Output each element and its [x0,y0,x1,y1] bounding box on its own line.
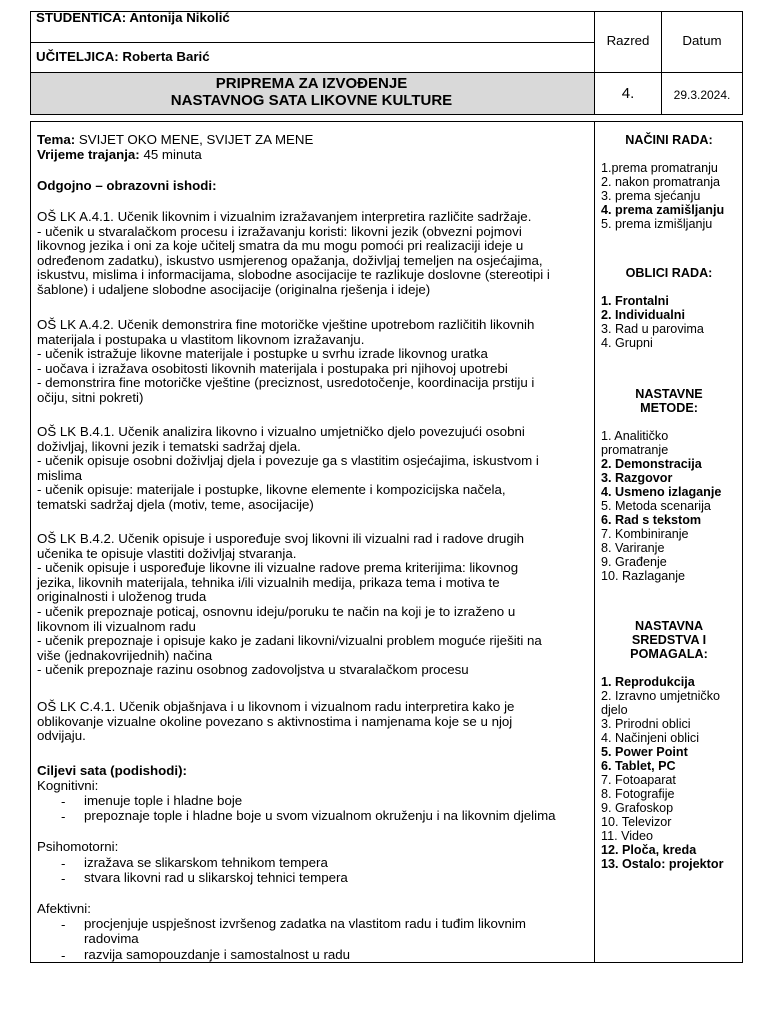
aid-item: 9. Grafoskop [601,801,674,815]
outcome-b42 [37,532,585,678]
outcome-line: - učenik prepoznaje poticaj, osnovnu ideju/poruku te način na koji je to izraženo u [37,603,516,619]
affective-goal: radovima [84,931,139,946]
heading-line: SREDSTVA I [631,633,707,647]
aids-heading [596,619,742,661]
outcome-a41 [37,210,585,298]
aid-item: djelo [601,703,628,717]
outcome-line: doživljaj, likovni jezik i tematski sadržaj djela. [37,438,301,454]
outcome-line: mislima [37,467,83,483]
aid-item: 11. Video [601,829,654,843]
aid-item: 13. Ostalo: projektor [601,857,724,871]
outcome-line: OŠ LK B.4.2. Učenik opisuje i uspoređuje svoj likovni ili vizualni rad i radove drugih [37,531,525,546]
outcome-line: - učenik prepoznaje razinu osobnog zadovoljstva u stvaralačkom procesu [37,662,469,678]
bullet-dash: - [61,917,66,932]
teaching-item: 7. Kombiniranje [601,527,689,541]
form-item: 1. Frontalni [601,294,669,308]
teaching-item: 5. Metoda scenarija [601,499,711,513]
outcome-line: očiju, sitni pokreti) [37,389,144,405]
teaching-item: 8. Variranje [601,541,665,555]
heading-line: NASTAVNA [634,619,704,633]
outcome-a42 [37,318,585,406]
teaching-methods-list [601,429,737,583]
page-title-line-2: NASTAVNOG SATA LIKOVNE KULTURE [170,92,453,109]
theme-value: SVIJET OKO MENE, SVIJET ZA MENE [78,132,314,147]
aid-item: 8. Fotografije [601,787,675,801]
page-title-line-1: PRIPREMA ZA IZVOĐENJE [215,75,408,92]
date-label: Datum [682,33,722,48]
outcome-line: likovnog jezika i oni za koje učitelj smatra da mu mogu pomoći pri realizaciji ideje u [37,238,524,254]
aids-list [601,675,737,871]
psychomotor-goal: izražava se slikarskom tehnikom tempera [84,855,328,870]
affective-label: Afektivni: [37,901,91,916]
method-item: 5. prema izmišljanju [601,217,713,231]
method-item: 1.prema promatranju [601,161,718,175]
outcome-c41 [37,700,585,744]
goals-heading: Ciljevi sata (podishodi): [37,763,187,778]
aid-item: 5. Power Point [601,745,688,759]
outcome-line: - učenik opisuje i uspoređuje likovne ili vizualne radove prema kriterijima: likovnog [37,560,519,576]
outcome-line: tematski sadržaj djela (motiv, teme, asocijacije) [37,496,314,512]
outcome-line: - učenik u stvaralačkom procesu i izražavanju koristi: likovni jezik (obvezni pojmovi [37,223,522,239]
outcome-line: OŠ LK C.4.1. Učenik objašnjava i u likovnom i vizualnom radu interpretira kako je [37,699,515,714]
outcome-line: određenom zadatku), iskustvo usmjerenog opažanja, doživljaj temeljen na osjećajima, [37,252,543,268]
teaching-item: 10. Razlaganje [601,569,686,583]
outcome-line: OŠ LK A.4.2. Učenik demonstrira fine motoričke vještine upotrebom različitih likovnih [37,317,535,332]
bullet-dash: - [61,809,66,824]
aid-item: 10. Televizor [601,815,672,829]
outcome-line: - učenik prepoznaje i opisuje kako je zadani likovni/vizualni problem moguće riješiti na [37,633,542,649]
method-item: 2. nakon promatranja [601,175,721,189]
aid-item: 3. Prirodni oblici [601,717,691,731]
outcome-line: oblikovanje vizualne okoline povezano s aktivnostima i namjenama koje se u njoj [37,713,513,729]
bullet-dash: - [61,794,66,809]
forms-list [601,294,737,350]
methods-heading: NAČINI RADA: [625,133,713,147]
date-value: 29.3.2024. [673,88,731,102]
outcome-line: - učenik istražuje likovne materijale i postupke u svrhu izrade likovnog uratka [37,346,488,362]
form-item: 4. Grupni [601,336,653,350]
student-name: STUDENTICA: Antonija Nikolić [36,10,230,25]
outcome-line: jezika, likovnih materijala, tehnika i/ili vizualnih medija, prikaza tema i motiva te [37,574,500,590]
cognitive-label: Kognitivni: [37,778,99,793]
outcome-line: - uočava i izražava osobitosti likovnih materijala i postupaka pri njihovoj upotrebi [37,360,508,376]
form-item: 3. Rad u parovima [601,322,704,336]
duration-label: Vrijeme trajanja: [37,147,140,162]
page-title [30,72,593,114]
grade-label: Razred [606,33,650,48]
outcome-line: - demonstrira fine motoričke vještine (preciznost, usredotočenje, koordinacija prstiju i [37,375,535,391]
outcomes-heading: Odgojno – obrazovni ishodi: [37,178,217,193]
forms-heading: OBLICI RADA: [625,266,713,280]
theme-label: Tema: [37,132,76,147]
aid-item: 4. Načinjeni oblici [601,731,700,745]
aid-item: 6. Tablet, PC [601,759,676,773]
outcome-line: učenika te opisuje vlastiti doživljaj stvaranja. [37,545,297,561]
outcome-line: OŠ LK B.4.1. Učenik analizira likovno i vizualno umjetničko djelo povezujući osobni [37,424,525,439]
outcome-b41 [37,425,585,513]
form-item: 2. Individualni [601,308,685,322]
teaching-item: 3. Razgovor [601,471,673,485]
method-item: 4. prema zamišljanju [601,203,725,217]
theme-line [37,133,313,148]
heading-line: METODE: [640,401,698,415]
grade-value: 4. [621,85,635,102]
teaching-item: 4. Usmeno izlaganje [601,485,722,499]
affective-goal: procjenjuje uspješnost izvršenog zadatka na vlastitom radu i tuđim likovnim [84,916,526,931]
aid-item: 1. Reprodukcija [601,675,695,689]
bullet-dash: - [61,948,66,963]
affective-goal: razvija samopouzdanje i samostalnost u radu [84,947,351,962]
outcome-line: iskustvu, mislima i informacijama, slobodne asocijacije te razlikuje doslovne (stereotipi i [37,267,550,283]
teaching-item: 1. Analitičko [601,429,669,443]
duration-value: 45 minuta [143,147,202,162]
psychomotor-goal: stvara likovni rad u slikarskoj tehnici tempera [84,870,348,885]
outcome-line: - učenik opisuje: materijale i postupke, likovne elemente i kompozicijska načela, [37,482,506,498]
outcome-line: originalnosti i uloženog truda [37,589,207,605]
outcome-line: - učenik opisuje osobni doživljaj djela i povezuje ga s vlastitim osjećajima, iskustvom i [37,453,539,469]
heading-line: NASTAVNE [635,387,703,401]
teaching-item: 6. Rad s tekstom [601,513,702,527]
teaching-item: promatranje [601,443,669,457]
bullet-dash: - [61,856,66,871]
outcome-line: više (jednakovrijednih) načina [37,647,213,663]
outcome-line: likovnom ili vizualnom radu [37,618,196,634]
aid-item: 12. Ploča, kreda [601,843,697,857]
outcome-line: materijala i postupaka u vlastitom likovnom izražavanju. [37,331,365,347]
outcome-line: OŠ LK A.4.1. Učenik likovnim i vizualnim izražavanjem interpretira različite sadržaje. [37,209,532,224]
methods-list [601,161,737,231]
cognitive-goal: prepoznaje tople i hladne boje u svom vizualnom okruženju i na likovnim djelima [84,808,556,823]
heading-line: POMAGALA: [630,647,708,661]
aid-item: 7. Fotoaparat [601,773,676,787]
cognitive-goal: imenuje tople i hladne boje [84,793,243,808]
method-item: 3. prema sjećanju [601,189,701,203]
bullet-dash: - [61,871,66,886]
teaching-item: 9. Građenje [601,555,667,569]
aid-item: 2. Izravno umjetničko [601,689,720,703]
teacher-name: UČITELJICA: Roberta Barić [36,49,210,64]
duration-line [37,148,202,163]
outcome-line: šablone) i udaljene slobodne asocijacije (originalna rješenja i ideje) [37,281,431,297]
psychomotor-label: Psihomotorni: [37,839,119,854]
teaching-item: 2. Demonstracija [601,457,702,471]
outcome-line: odvijaju. [37,728,86,744]
teaching-methods-heading [596,387,742,415]
